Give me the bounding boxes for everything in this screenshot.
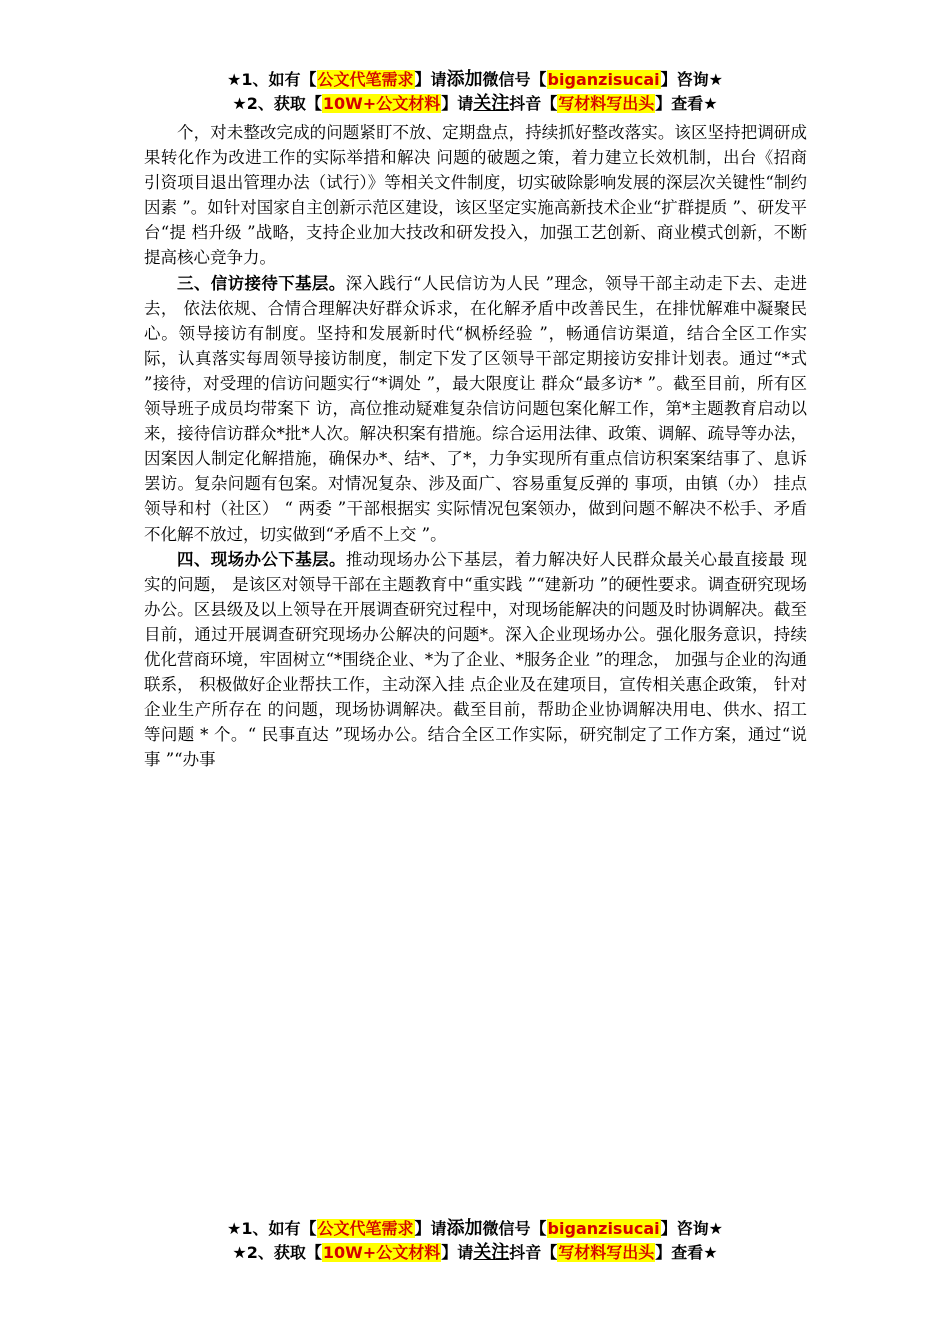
promo-emphasis: 关注 xyxy=(473,93,510,114)
promo-highlight: 公文代笔需求 xyxy=(317,1219,414,1238)
promo-text: 】查看★ xyxy=(655,1243,718,1262)
promo-text: 微信号【 xyxy=(482,1219,547,1238)
paragraph-text: 推动现场办公下基层，着力解决好人民群众最关心最直接最 现实的问题， 是该区对领导干部在主题教育中“重实践 ”“建新功 ”的硬性要求。调查研究现场办公。区县级及以上领导在开展调查研究过程中，对现场能解决的问题及时协调解决。截至目前，通过开展调查研究现场办公解决的问题*。深入企业现场办公。强化服务意识，持续优化营商环境，牢固树立“*围绕企业、*为了企业、*服务企业 ”的理念， 加强与企业的沟通联系， 积极做好企业帮扶工作，主动深入挂 点企业及在建项目，宣传相关惠企政策， 针对企业生产所存在 的问题，现场协调解决。截至目前，帮助企业协调解决用电、供水、招工等问题 * 个。“ 民事直达 ”现场办公。结合全区工作实际，研究制定了工作方案，通过“说事 ”“办事 xyxy=(144,549,808,770)
promo-highlight: biganzisucai xyxy=(547,70,660,89)
promo-line-1 xyxy=(0,1217,950,1241)
promo-text: ★2、获取【 xyxy=(232,94,322,113)
promo-text: ★1、如有【 xyxy=(227,70,317,89)
promo-highlight: biganzisucai xyxy=(547,1219,660,1238)
promo-emphasis: 添加 xyxy=(446,1218,483,1239)
promo-highlight: 10W+公文材料 xyxy=(322,94,441,113)
body-paragraph xyxy=(144,271,807,547)
promo-text: 】请 xyxy=(414,1219,447,1238)
header-promo-banner xyxy=(0,68,950,116)
promo-text: 】请 xyxy=(441,1243,474,1262)
promo-text: 】请 xyxy=(441,94,474,113)
promo-highlight: 10W+公文材料 xyxy=(322,1243,441,1262)
promo-line-1 xyxy=(0,68,950,92)
section-heading: 三、信访接待下基层。 xyxy=(177,273,346,293)
promo-text: 抖音【 xyxy=(509,94,558,113)
promo-text: 微信号【 xyxy=(482,70,547,89)
promo-text: ★1、如有【 xyxy=(227,1219,317,1238)
promo-text: 】查看★ xyxy=(655,94,718,113)
footer-promo-banner xyxy=(0,1217,950,1265)
promo-highlight: 公文代笔需求 xyxy=(317,70,414,89)
promo-highlight: 写材料写出头 xyxy=(558,94,655,113)
paragraph-text: 个，对未整改完成的问题紧盯不放、定期盘点，持续抓好整改落实。该区坚持把调研成果转化作为改进工作的实际举措和解决 问题的破题之策，着力建立长效机制，出台《招商引资项目退出管理办法（试行）》等相关文件制度，切实破除影响发展的深层次关键性“制约因素 ”。如针对国家自主创新示范区建设，该区坚定实施高新技术企业“扩群提质 ”、研发平台“提 档升级 ”战略，支持企业加大技改和研发投入，加强工艺创新、商业模式创新，不断提高核心竞争力。 xyxy=(144,123,807,268)
promo-emphasis: 添加 xyxy=(446,69,483,90)
paragraph-text: 深入践行“人民信访为人民 ”理念，领导干部主动走下去、走进去， 依法依规、合情合理解决好群众诉求，在化解矛盾中改善民生，在排忧解难中凝聚民心。领导接访有制度。坚持和发展新时代“枫桥经验 ”，畅通信访渠道，结合全区工作实际，认真落实每周领导接访制度，制定下发了区领导干部定期接访安排计划表。通过“*式 ”接待，对受理的信访问题实行“*调处 ”，最大限度让 群众“最多访* ”。截至目前，所有区领导班子成员均带案下 访，高位推动疑难复杂信访问题包案化解工作，第*主题教育启动以来，接待信访群众*批*人次。解决积案有措施。综合运用法律、政策、调解、疏导等办法， 因案因人制定化解措施，确保办*、结*、了*，力争实现所有重点信访积案案结事了、息诉罢访。复杂问题有包案。对情况复杂、涉及面广、容易重复反弹的 事项，由镇（办） 挂点领导和村（社区） “ 两委 ”干部根据实 实际情况包案领办，做到问题不解决不松手、矛盾不化解不放过，切实做到“矛盾不上交 ”。 xyxy=(144,273,807,544)
promo-line-2 xyxy=(0,1241,950,1265)
promo-highlight: 写材料写出头 xyxy=(558,1243,655,1262)
promo-line-2 xyxy=(0,92,950,116)
body-paragraph xyxy=(144,547,807,773)
promo-text: ★2、获取【 xyxy=(232,1243,322,1262)
promo-text: 抖音【 xyxy=(509,1243,558,1262)
promo-text: 】咨询★ xyxy=(660,1219,723,1238)
promo-emphasis: 关注 xyxy=(473,1242,510,1263)
section-heading: 四、现场办公下基层。 xyxy=(177,549,346,569)
promo-text: 】请 xyxy=(414,70,447,89)
body-paragraph xyxy=(144,120,807,271)
document-body xyxy=(144,120,807,772)
promo-text: 】咨询★ xyxy=(660,70,723,89)
